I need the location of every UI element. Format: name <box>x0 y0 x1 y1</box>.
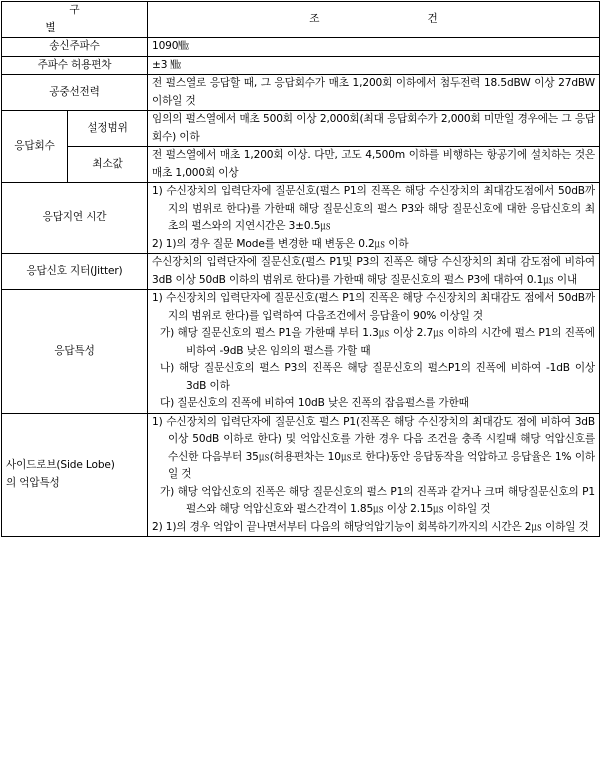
row-frequency-tolerance <box>2 56 600 75</box>
table-header <box>2 2 600 38</box>
row-antenna-power <box>2 75 600 111</box>
row-label: 응답특성 <box>2 290 148 414</box>
row-reply-rate-setting <box>2 111 600 147</box>
row-label: 응답신호 지터(Jitter) <box>2 254 148 290</box>
paragraph: 1) 수신장치의 입력단자에 질문신호(펄스 P1의 진폭은 해당 수신장치의 최대감도점에서 50dB까지의 범위로 한다)를 가한때 해당 질문신호의 펄스 P3와 해당 질문신호에 대한 응답신호의 최초의 펄스와의 지연시간은 3±0.5㎲ <box>152 185 595 232</box>
row-label: 주파수 허용편차 <box>2 56 148 75</box>
row-reply-characteristics <box>2 290 600 414</box>
row-reply-jitter <box>2 254 600 290</box>
row-value <box>148 413 600 537</box>
row-value <box>148 290 600 414</box>
spec-document <box>0 1 602 537</box>
row-value <box>148 183 600 254</box>
row-value: ±3 ㎒ <box>148 56 600 75</box>
row-reply-delay <box>2 183 600 254</box>
row-sidelobe-suppression <box>2 413 600 537</box>
row-value: 전 펄스열에서 매초 1,200회 이상. 다만, 고도 4,500m 이하를 비행하는 항공기에 설치하는 것은 매초 1,000회 이상 <box>148 147 600 183</box>
header-condition: 조건 <box>148 2 600 38</box>
row-reply-rate-minimum <box>2 147 600 183</box>
header-category: 구별 <box>2 2 148 38</box>
row-label: 송신주파수 <box>2 38 148 57</box>
paragraph: 나) 해당 질문신호의 펄스 P3의 진폭은 해당 질문신호의 펄스P1의 진폭에 비하여 -1dB 이상 3dB 이하 <box>160 362 595 392</box>
row-label: 공중선전력 <box>2 75 148 111</box>
row-label-line: 사이드로브(Side Lobe) <box>6 459 115 472</box>
paragraph: 1) 수신장치의 입력단자에 질문신호(펄스 P1의 진폭은 해당 수신장치의 최대감도 점에서 50dB까지의 범위로 한다)를 입력하여 다음조건에서 응답율이 90% 이상일 것 <box>152 292 595 322</box>
row-label: 응답지연 시간 <box>2 183 148 254</box>
paragraph: 2) 1)의 경우 질문 Mode를 변경한 때 변동은 0.2㎲ 이하 <box>152 237 409 250</box>
sub-label-setting-range: 설정범위 <box>68 111 148 147</box>
row-label <box>2 413 148 537</box>
paragraph: 1) 수신장치의 입력단자에 질문신호 펄스 P1(진폭은 해당 수신장치의 최대감도 점에 비하여 3dB 이상 50dB 이하로 한다) 및 억압신호를 가한 경우 다음 조건을 충족 시킬때 해당 억압신호를 수신한 다음부터 35㎲(허용편차는 10㎲로 한다)동안 응답동작을 억압하고 응답율은 1% 이하일 것 <box>152 415 595 480</box>
row-label-line: 의 억압특성 <box>6 476 60 489</box>
row-value: 1090㎒ <box>148 38 600 57</box>
paragraph: 가) 해당 억압신호의 진폭은 해당 질문신호의 펄스 P1의 진폭과 같거나 크며 해당질문신호의 P1펄스와 해당 억압신호와 펄스간격이 1.85㎲ 이상 2.15㎲ 이하일 것 <box>160 485 595 515</box>
row-value: 전 펄스열로 응답할 때, 그 응답회수가 매초 1,200회 이하에서 첨두전력 18.5dBW 이상 27dBW 이하일 것 <box>148 75 600 111</box>
row-label: 응답회수 <box>2 111 68 183</box>
spec-table <box>1 1 600 537</box>
paragraph: 가) 해당 질문신호의 펄스 P1을 가한때 부터 1.3㎲ 이상 2.7㎲ 이하의 시간에 펄스 P1의 진폭에 비하여 -9dB 낮은 임의의 펄스를 가할 때 <box>160 327 595 357</box>
paragraph: 다) 질문신호의 진폭에 비하여 10dB 낮은 진폭의 잡음펄스를 가한때 <box>160 397 469 409</box>
row-value: 임의의 펄스열에서 매초 500회 이상 2,000회(최대 응답회수가 2,000회 미만일 경우에는 그 응답회수) 이하 <box>148 111 600 147</box>
sub-label-minimum: 최소값 <box>68 147 148 183</box>
row-transmit-frequency <box>2 38 600 57</box>
row-value: 수신장치의 입력단자에 질문신호(펄스 P1및 P3의 진폭은 해당 수신장치의 최대 감도점에 비하여 3dB 이상 50dB 이하의 범위로 한다)를 가한때 해당 질문신호의 펄스 P3에 대하여 0.1㎲ 이내 <box>148 254 600 290</box>
paragraph: 2) 1)의 경우 억압이 끝나면서부터 다음의 해당억압기능이 회복하기까지의 시간은 2㎲ 이하일 것 <box>152 520 589 533</box>
